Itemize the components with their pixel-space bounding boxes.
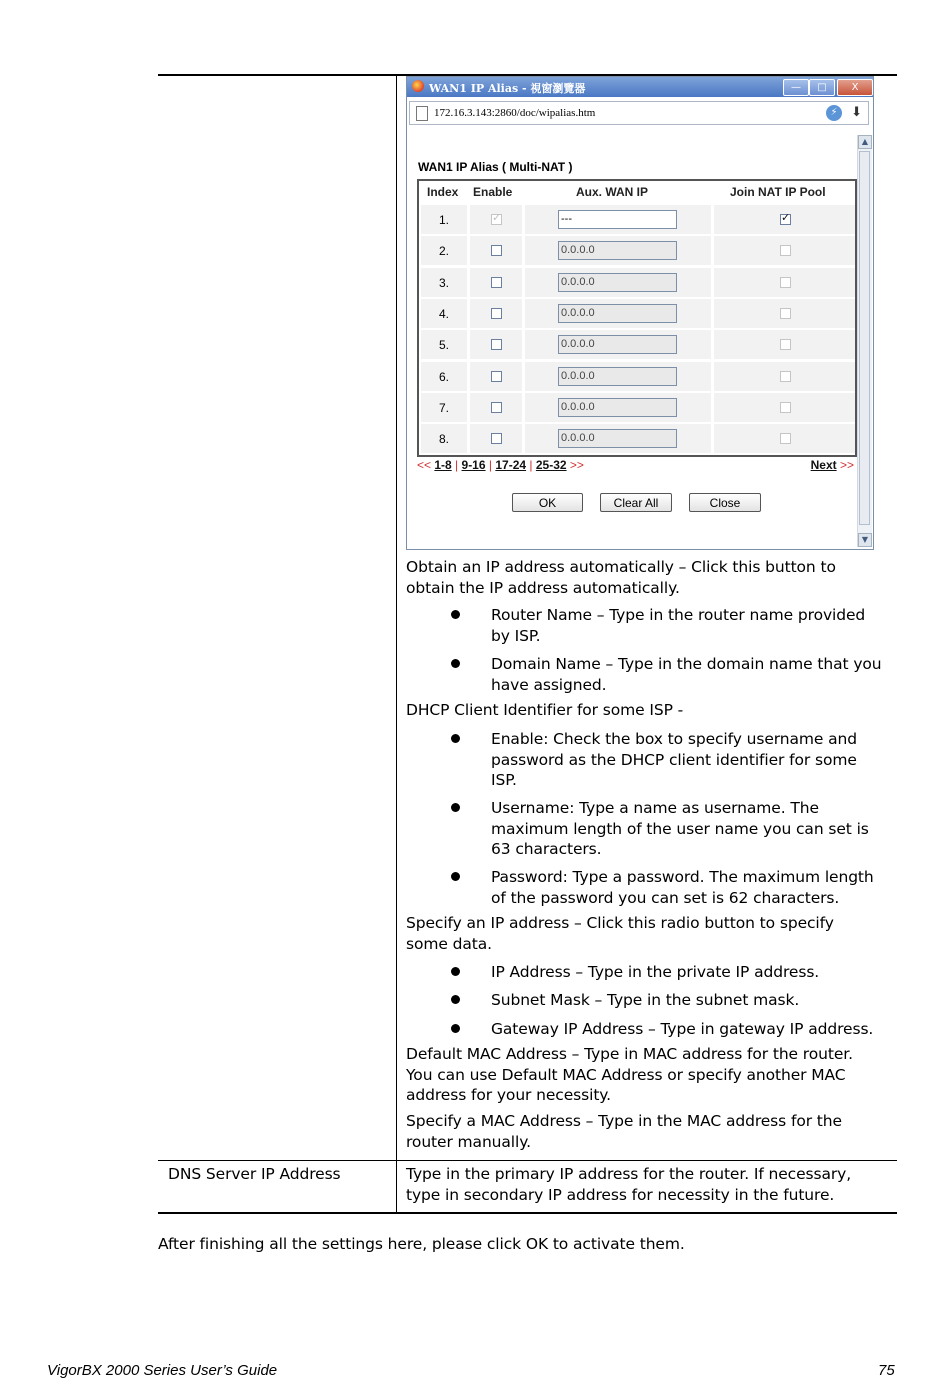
table-row: [421, 424, 855, 453]
enable-line-3: ISP.: [491, 771, 517, 789]
default-mac-line-2: You can use Default MAC Address or specify another MAC: [406, 1066, 846, 1084]
aux-wan-ip-input[interactable]: 0.0.0.0: [558, 335, 677, 354]
footer-page-number: 75: [878, 1362, 895, 1379]
specify-mac-line-2: router manually.: [406, 1133, 531, 1151]
bullet-icon: [451, 803, 460, 812]
table-row-divider: [158, 1160, 897, 1161]
specify-mac-line-1: Specify a MAC Address – Type in the MAC address for the: [406, 1112, 842, 1130]
obtain-ip-line-2: obtain the IP address automatically.: [406, 579, 680, 597]
footer-guide-title: VigorBX 2000 Series User’s Guide: [47, 1362, 278, 1379]
bullet-icon: [451, 734, 460, 743]
dns-desc-line-2: type in secondary IP address for necessity in the future.: [406, 1186, 835, 1204]
join-nat-checkbox[interactable]: [780, 214, 791, 225]
header-enable: Enable: [473, 185, 513, 199]
row-index: 3.: [439, 275, 450, 290]
ip-address-desc: IP Address – Type in the private IP address.: [491, 963, 820, 981]
password-line-1: Password: Type a password. The maximum length: [491, 868, 874, 886]
after-settings-note: After finishing all the settings here, please click OK to activate them.: [158, 1235, 685, 1253]
aux-wan-ip-input[interactable]: 0.0.0.0: [558, 429, 677, 448]
table-row: [421, 362, 855, 391]
wan-ip-alias-window: [406, 76, 874, 550]
address-bar[interactable]: [409, 101, 869, 125]
enable-checkbox[interactable]: [491, 402, 502, 413]
bullet-icon: [451, 610, 460, 619]
join-nat-checkbox[interactable]: [780, 402, 791, 413]
pager-more: >>: [569, 458, 584, 472]
row-index: 6.: [439, 369, 450, 384]
table-row: [421, 268, 855, 297]
enable-checkbox[interactable]: [491, 214, 502, 225]
dns-server-label: DNS Server IP Address: [168, 1165, 341, 1183]
domain-name-line-2: have assigned.: [491, 676, 607, 694]
row-index: 7.: [439, 400, 450, 415]
username-line-2: maximum length of the user name you can set is: [491, 820, 869, 838]
gateway-desc: Gateway IP Address – Type in gateway IP address.: [491, 1020, 874, 1038]
aux-wan-ip-input[interactable]: 0.0.0.0: [558, 273, 677, 292]
aux-wan-ip-input[interactable]: 0.0.0.0: [558, 241, 677, 260]
clear-all-button[interactable]: Clear All: [600, 493, 672, 512]
router-name-line-2: by ISP.: [491, 627, 541, 645]
close-button[interactable]: Close: [689, 493, 761, 512]
pagination: [417, 458, 584, 472]
aux-wan-ip-input[interactable]: ---: [558, 210, 677, 229]
router-name-line-1: Router Name – Type in the router name provided: [491, 606, 866, 624]
row-index: 2.: [439, 244, 450, 259]
header-join-nat: Join NAT IP Pool: [730, 185, 826, 199]
window-title: WAN1 IP Alias - 視窗瀏覽器: [429, 82, 586, 95]
table-column-divider: [396, 76, 397, 1213]
enable-checkbox[interactable]: [491, 339, 502, 350]
subnet-mask-desc: Subnet Mask – Type in the subnet mask.: [491, 991, 800, 1009]
join-nat-checkbox[interactable]: [780, 371, 791, 382]
scroll-down-icon[interactable]: ▼: [858, 533, 872, 547]
vertical-scrollbar[interactable]: [857, 135, 872, 547]
maximize-button[interactable]: □: [809, 79, 835, 96]
specify-ip-line-2: some data.: [406, 935, 492, 953]
page-link-9-16[interactable]: 9-16: [461, 458, 486, 472]
enable-line-1: Enable: Check the box to specify username and: [491, 730, 857, 748]
join-nat-checkbox[interactable]: [780, 245, 791, 256]
dhcp-client-id: DHCP Client Identifier for some ISP -: [406, 701, 684, 719]
row-index: 1.: [439, 213, 450, 227]
enable-checkbox[interactable]: [491, 308, 502, 319]
header-aux-wan-ip: Aux. WAN IP: [576, 185, 649, 199]
download-arrow-icon[interactable]: ⬇: [851, 105, 862, 120]
join-nat-checkbox[interactable]: [780, 308, 791, 319]
aux-wan-ip-input[interactable]: 0.0.0.0: [558, 367, 677, 386]
address-url: 172.16.3.143:2860/doc/wipalias.htm: [434, 107, 596, 119]
bullet-icon: [451, 967, 460, 976]
enable-checkbox[interactable]: [491, 277, 502, 288]
join-nat-checkbox[interactable]: [780, 277, 791, 288]
password-line-2: of the password you can set is 62 characters.: [491, 889, 840, 907]
table-row: [421, 236, 855, 265]
next-arrow: >>: [839, 458, 854, 472]
table-bottom-border: [158, 1212, 897, 1214]
join-nat-checkbox[interactable]: [780, 339, 791, 350]
header-index: Index: [427, 185, 459, 199]
row-index: 4.: [439, 306, 450, 321]
minimize-button[interactable]: —: [783, 79, 809, 96]
table-row: [421, 299, 855, 328]
default-mac-line-1: Default MAC Address – Type in MAC address for the router.: [406, 1045, 853, 1063]
row-index: 5.: [439, 338, 450, 353]
scroll-up-icon[interactable]: ▲: [858, 135, 872, 149]
username-line-1: Username: Type a name as username. The: [491, 799, 819, 817]
globe-icon[interactable]: ⚡: [826, 105, 842, 121]
aux-wan-ip-input[interactable]: 0.0.0.0: [558, 398, 677, 417]
pager-next: [811, 458, 854, 472]
alias-table: [417, 179, 857, 457]
page-link-1-8[interactable]: 1-8: [434, 458, 452, 472]
enable-checkbox[interactable]: [491, 245, 502, 256]
table-row: [421, 205, 855, 234]
window-titlebar: [407, 77, 873, 97]
dns-desc-line-1: Type in the primary IP address for the router. If necessary,: [406, 1165, 852, 1183]
default-mac-line-3: address for your necessity.: [406, 1086, 611, 1104]
bullet-icon: [451, 659, 460, 668]
obtain-ip-line-1: Obtain an IP address automatically – Click this button to: [406, 558, 836, 576]
close-window-button[interactable]: X: [837, 79, 873, 96]
pager-prev: <<: [417, 458, 432, 472]
row-index: 8.: [439, 432, 450, 447]
bullet-icon: [451, 1024, 460, 1033]
bullet-icon: [451, 872, 460, 881]
pager-sep: |: [529, 458, 533, 472]
page-link-25-32[interactable]: 25-32: [535, 458, 567, 472]
alias-panel-title: WAN1 IP Alias ( Multi-NAT ): [418, 160, 573, 174]
pager-sep: |: [488, 458, 493, 472]
next-link[interactable]: Next: [810, 458, 837, 472]
page-link-17-24[interactable]: 17-24: [495, 458, 527, 472]
browser-icon: [412, 80, 424, 92]
join-nat-checkbox[interactable]: [780, 433, 791, 444]
domain-name-line-1: Domain Name – Type in the domain name that you: [491, 655, 882, 673]
scroll-thumb[interactable]: [859, 151, 870, 525]
specify-ip-line-1: Specify an IP address – Click this radio button to specify: [406, 914, 834, 932]
table-row: [421, 330, 855, 359]
enable-checkbox[interactable]: [491, 433, 502, 444]
ok-button[interactable]: OK: [512, 493, 583, 512]
enable-line-2: password as the DHCP client identifier for some: [491, 751, 857, 769]
enable-checkbox[interactable]: [491, 371, 502, 382]
page-icon: [416, 106, 428, 121]
pager-sep: |: [455, 458, 459, 472]
aux-wan-ip-input[interactable]: 0.0.0.0: [558, 304, 677, 323]
bullet-icon: [451, 995, 460, 1004]
table-row: [421, 393, 855, 422]
username-line-3: 63 characters.: [491, 840, 602, 858]
